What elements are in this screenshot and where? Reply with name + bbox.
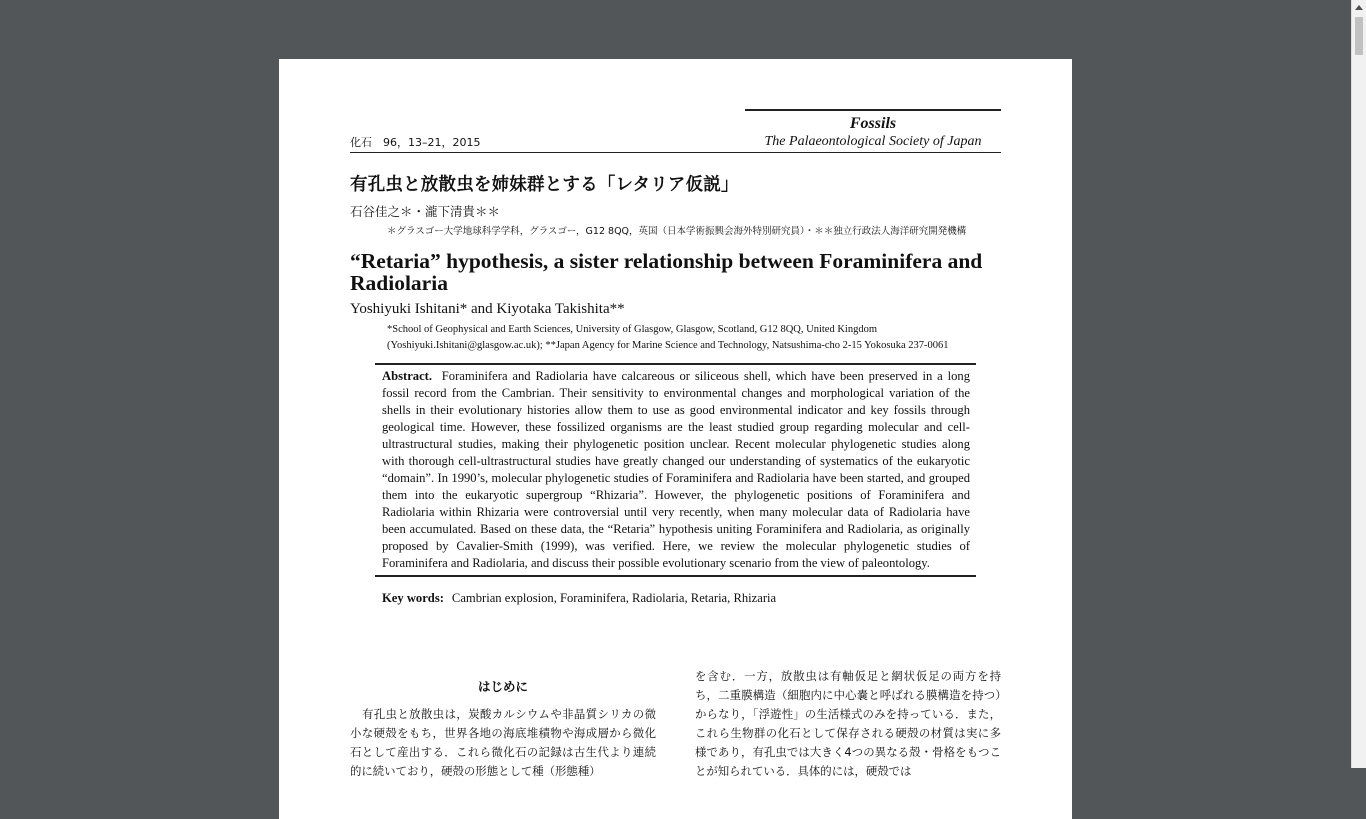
journal-name: Fossils xyxy=(849,115,897,132)
vertical-scrollbar[interactable] xyxy=(1351,0,1366,768)
citation: 化石 96，13–21，2015 xyxy=(350,136,481,149)
abstract-label: Abstract. xyxy=(382,369,433,383)
header-rule-bottom xyxy=(350,152,1001,153)
keywords-text: Cambrian explosion, Foraminifera, Radiolaria, Retaria, Rhizaria xyxy=(451,591,777,605)
keywords xyxy=(382,591,776,606)
pdf-page xyxy=(279,59,1072,819)
society-name: The Palaeontological Society of Japan xyxy=(764,134,982,149)
body-column-left xyxy=(350,705,656,781)
scroll-up-arrow-icon[interactable] xyxy=(1351,0,1366,15)
body-paragraph-right: を含む．一方，放散虫は有軸仮足と網状仮足の両方を持ち，二重膜構造（細胞内に中心嚢と呼ばれる膜構造を持つ）からなり，「浮遊性」の生活様式のみを持っている．また，これら生物群の化石として保存される硬殻の材質は実に多様であり，有孔虫では大きく4つの異なる殻・骨格をもつことが知られている．具体的には，硬殻では xyxy=(695,669,1001,778)
english-title: “Retaria” hypothesis, a sister relationship between Foraminifera and Radiolaria xyxy=(350,249,983,295)
scrollbar-thumb[interactable] xyxy=(1355,17,1363,55)
japanese-authors: 石谷佳之＊・瀧下清貴＊＊ xyxy=(350,204,501,219)
abstract xyxy=(382,368,970,572)
body-paragraph-left: 有孔虫と放散虫は，炭酸カルシウムや非晶質シリカの微小な硬殻をもち，世界各地の海底堆積物や海成層から微化石として産出する．これら微化石の記録は古生代より連続的に続いており，硬殻の形態として種（形態種） xyxy=(350,707,656,778)
abstract-text: Foraminifera and Radiolaria have calcareous or siliceous shell, which have been preserved in a long fossil record from the Cambrian. Their sensitivity to environmental changes and morphological variation of the shells in their evolutionary histories allow them to use as good environmental indicator and key fossils through geological time. However, these fossilized organisms are the least studied group regarding molecular and cell-ultrastructural studies, making their phylogenetic position unclear. Recent molecular phylogenetic studies along with thorough cell-ultrastructural studies have greatly changed our understanding of systematics of the eukaryotic “domain”. In 1990’s, molecular phylogenetic studies of Foraminifera and Radiolaria have been started, and grouped them into the eukaryotic supergroup “Rhizaria”. However, the phylogenetic positions of Foraminifera and Radiolaria within Rhizaria were controversial until very recently, when many molecular data of Radiolaria have been accumulated. Based on these data, the “Retaria” hypothesis uniting Foraminifera and Radiolaria, as originally proposed by Cavalier-Smith (1999), was verified. Here, we review the molecular phylogenetic studies of Foraminifera and Radiolaria, and discuss their possible evolutionary scenario from the view of paleontology. xyxy=(382,369,971,570)
japanese-title: 有孔虫と放散虫を姉妹群とする「レタリア仮説」 xyxy=(350,175,739,195)
abstract-rule-top xyxy=(375,363,976,365)
body-column-right xyxy=(695,667,1001,781)
english-authors: Yoshiyuki Ishitani* and Kiyotaka Takishita** xyxy=(350,301,625,317)
abstract-rule-bottom xyxy=(375,575,976,577)
english-affiliations: *School of Geophysical and Earth Sciences, University of Glasgow, Glasgow, Scotland, G12 8QQ, United Kingdom (Yoshiyuki.Ishitani@glasgow.ac.uk); **Japan Agency for Marine Science and Technology, Natsushima-cho 2-15 Yokosuka 237-0061 xyxy=(387,324,949,351)
japanese-affiliations: ＊グラスゴー大学地球科学学科，グラスゴー，G12 8QQ，英国（日本学術振興会海外特別研究員）・＊＊独立行政法人海洋研究開発機構 xyxy=(387,226,967,237)
keywords-label: Key words: xyxy=(382,591,444,605)
section-heading: はじめに xyxy=(477,679,528,694)
header-rule-top xyxy=(745,109,1001,111)
